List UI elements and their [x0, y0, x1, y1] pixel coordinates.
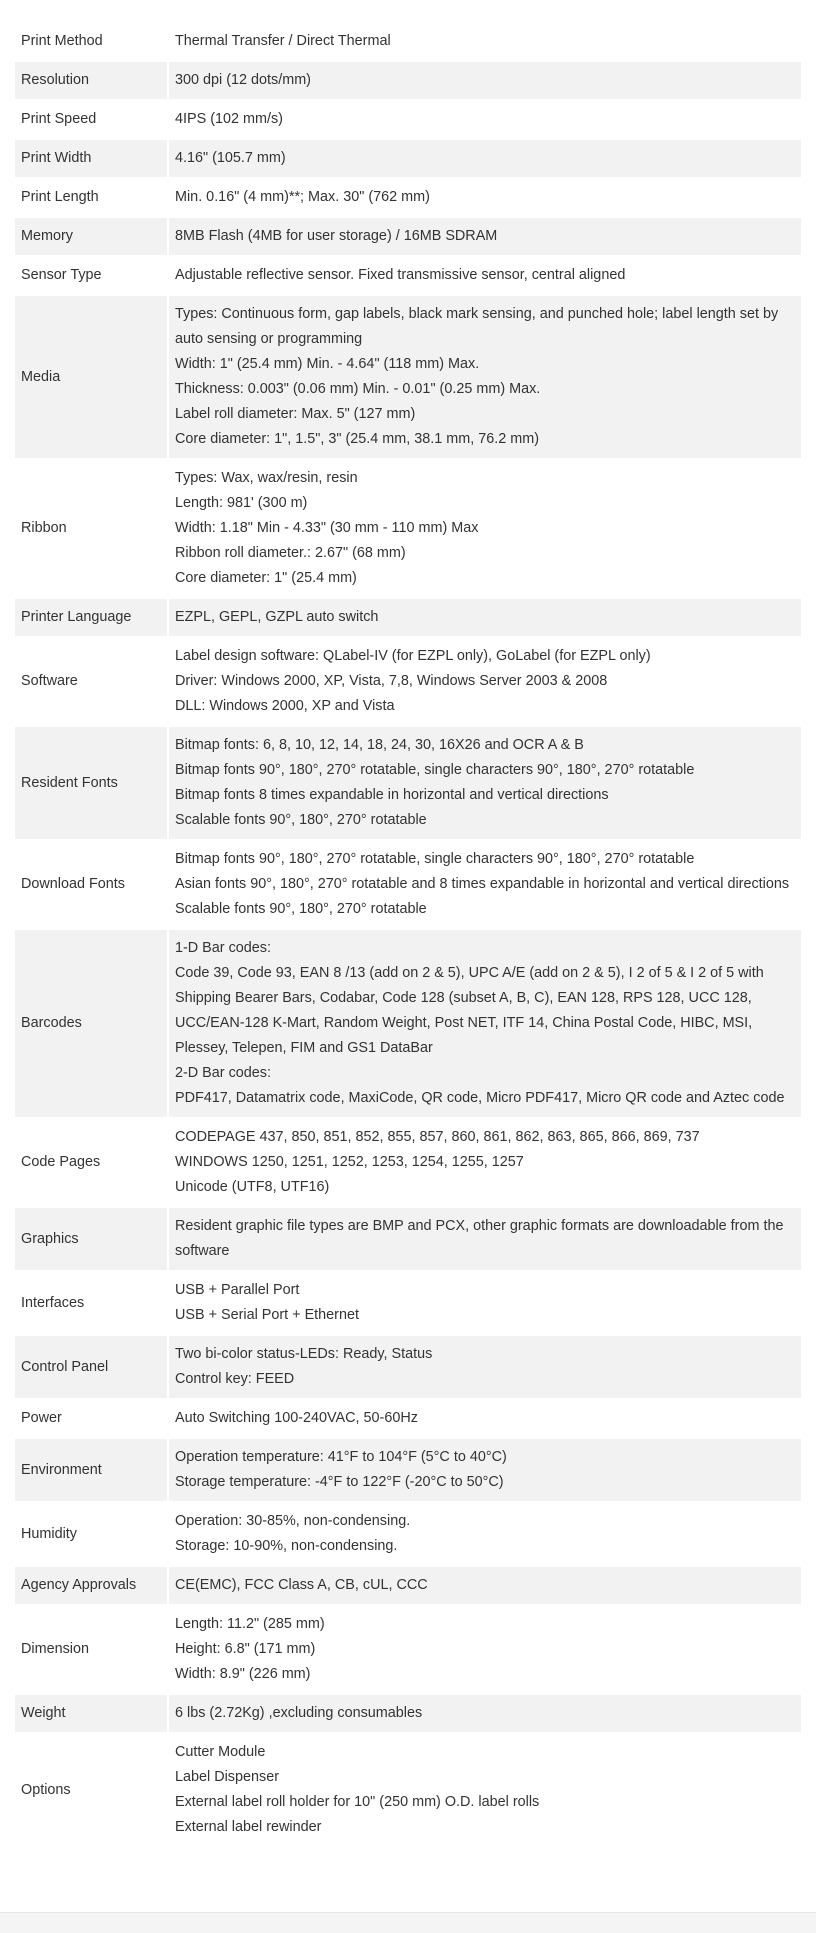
- spec-value: [169, 101, 801, 140]
- spec-value-line: Adjustable reflective sensor. Fixed transmissive sensor, central aligned: [175, 267, 626, 283]
- spec-row: [15, 1503, 801, 1567]
- spec-label: Humidity: [15, 1503, 169, 1567]
- spec-value-line: Width: 8.9" (226 mm): [175, 1666, 311, 1682]
- spec-row: [15, 1695, 801, 1734]
- spec-value-line: 6 lbs (2.72Kg) ,excluding consumables: [175, 1705, 423, 1721]
- spec-row: [15, 1567, 801, 1606]
- spec-label: Graphics: [15, 1208, 169, 1272]
- spec-value-line: Auto Switching 100-240VAC, 50-60Hz: [175, 1410, 418, 1426]
- spec-row: [15, 23, 801, 62]
- spec-value: [169, 460, 801, 599]
- spec-label: Environment: [15, 1439, 169, 1503]
- spec-label: Printer Language: [15, 599, 169, 638]
- spec-value-line: Label roll diameter: Max. 5" (127 mm): [175, 406, 416, 422]
- spec-value-line: Resident graphic file types are BMP and PCX, other graphic formats are downloadable from the software: [175, 1218, 784, 1259]
- spec-value: [169, 1734, 801, 1848]
- spec-value-line: 2-D Bar codes:: [175, 1065, 271, 1081]
- spec-row: [15, 1400, 801, 1439]
- spec-row: [15, 257, 801, 296]
- spec-value-line: Bitmap fonts 90°, 180°, 270° rotatable, single characters 90°, 180°, 270° rotatable: [175, 851, 695, 867]
- spec-label: Print Method: [15, 23, 169, 62]
- spec-value: [169, 1503, 801, 1567]
- spec-value-line: USB + Serial Port + Ethernet: [175, 1307, 359, 1323]
- spec-value-line: Core diameter: 1" (25.4 mm): [175, 570, 357, 586]
- spec-label: Software: [15, 638, 169, 727]
- spec-value-line: Operation: 30-85%, non-condensing.: [175, 1513, 411, 1529]
- spec-label: Weight: [15, 1695, 169, 1734]
- spec-value-line: Thickness: 0.003" (0.06 mm) Min. - 0.01" (0.25 mm) Max.: [175, 381, 541, 397]
- spec-row: [15, 296, 801, 460]
- spec-value: [169, 638, 801, 727]
- spec-value: [169, 62, 801, 101]
- spec-value-line: 1-D Bar codes:: [175, 940, 271, 956]
- spec-row: [15, 1208, 801, 1272]
- spec-row: [15, 841, 801, 930]
- spec-value-line: WINDOWS 1250, 1251, 1252, 1253, 1254, 1255, 1257: [175, 1154, 524, 1170]
- spec-value: [169, 1119, 801, 1208]
- spec-table-body: [15, 23, 801, 1848]
- spec-value-line: Storage: 10-90%, non-condensing.: [175, 1538, 398, 1554]
- spec-value-line: Operation temperature: 41°F to 104°F (5°C to 40°C): [175, 1449, 507, 1465]
- spec-value-line: Label Dispenser: [175, 1769, 279, 1785]
- spec-value-line: Bitmap fonts 90°, 180°, 270° rotatable, single characters 90°, 180°, 270° rotatable: [175, 762, 695, 778]
- spec-value: [169, 930, 801, 1119]
- spec-value-line: 8MB Flash (4MB for user storage) / 16MB SDRAM: [175, 228, 498, 244]
- spec-value-line: Code 39, Code 93, EAN 8 /13 (add on 2 & 5), UPC A/E (add on 2 & 5), I 2 of 5 & I 2 of 5 with Shipping Bearer Bars, Codabar, Code 128 (subset A, B, C), EAN 128, RPS 128, UCC 128, UCC/EAN-128 K-Mart, Random Weight, Post NET, ITF 14, China Postal Code, HIBC, MSI, Plessey, Telepen, FIM and GS1 DataBar: [175, 965, 764, 1056]
- spec-label: Agency Approvals: [15, 1567, 169, 1606]
- spec-label: Code Pages: [15, 1119, 169, 1208]
- spec-row: [15, 1272, 801, 1336]
- spec-label: Memory: [15, 218, 169, 257]
- spec-value-line: 4IPS (102 mm/s): [175, 111, 283, 127]
- spec-value: [169, 1606, 801, 1695]
- spec-row: [15, 1119, 801, 1208]
- footer-bar: [0, 1912, 816, 1933]
- spec-row: [15, 638, 801, 727]
- spec-label: Control Panel: [15, 1336, 169, 1400]
- spec-row: [15, 62, 801, 101]
- spec-value-line: PDF417, Datamatrix code, MaxiCode, QR code, Micro PDF417, Micro QR code and Aztec code: [175, 1090, 785, 1106]
- spec-row: [15, 1606, 801, 1695]
- spec-label: Download Fonts: [15, 841, 169, 930]
- spec-value-line: Control key: FEED: [175, 1371, 295, 1387]
- spec-label: Ribbon: [15, 460, 169, 599]
- spec-value: [169, 296, 801, 460]
- spec-value-line: Width: 1" (25.4 mm) Min. - 4.64" (118 mm) Max.: [175, 356, 480, 372]
- spec-value: [169, 218, 801, 257]
- spec-row: [15, 599, 801, 638]
- spec-label: Print Width: [15, 140, 169, 179]
- spec-value-line: Bitmap fonts: 6, 8, 10, 12, 14, 18, 24, 30, 16X26 and OCR A & B: [175, 737, 584, 753]
- spec-value-line: Thermal Transfer / Direct Thermal: [175, 33, 391, 49]
- spec-value-line: Driver: Windows 2000, XP, Vista, 7,8, Windows Server 2003 & 2008: [175, 673, 608, 689]
- spec-label: Power: [15, 1400, 169, 1439]
- spec-value-line: Storage temperature: -4°F to 122°F (-20°C to 50°C): [175, 1474, 504, 1490]
- spec-row: [15, 140, 801, 179]
- spec-value-line: Unicode (UTF8, UTF16): [175, 1179, 330, 1195]
- spec-value-line: Height: 6.8" (171 mm): [175, 1641, 316, 1657]
- spec-row: [15, 460, 801, 599]
- spec-label: Sensor Type: [15, 257, 169, 296]
- spec-row: [15, 218, 801, 257]
- spec-value-line: Cutter Module: [175, 1744, 266, 1760]
- spec-value: [169, 1272, 801, 1336]
- spec-value-line: Types: Wax, wax/resin, resin: [175, 470, 358, 486]
- spec-label: Interfaces: [15, 1272, 169, 1336]
- spec-value-line: Ribbon roll diameter.: 2.67" (68 mm): [175, 545, 406, 561]
- spec-label: Options: [15, 1734, 169, 1848]
- spec-value: [169, 1400, 801, 1439]
- spec-value: [169, 1567, 801, 1606]
- spec-label: Barcodes: [15, 930, 169, 1119]
- spec-value-line: Asian fonts 90°, 180°, 270° rotatable and 8 times expandable in horizontal and vertical directions: [175, 876, 790, 892]
- spec-value-line: Two bi-color status-LEDs: Ready, Status: [175, 1346, 433, 1362]
- spec-label: Resident Fonts: [15, 727, 169, 841]
- spec-label: Dimension: [15, 1606, 169, 1695]
- spec-value: [169, 1695, 801, 1734]
- spec-value: [169, 1208, 801, 1272]
- spec-value-line: Scalable fonts 90°, 180°, 270° rotatable: [175, 812, 427, 828]
- spec-value: [169, 727, 801, 841]
- spec-value-line: Label design software: QLabel-IV (for EZPL only), GoLabel (for EZPL only): [175, 648, 651, 664]
- spec-row: [15, 1439, 801, 1503]
- spec-row: [15, 727, 801, 841]
- spec-value-line: 4.16" (105.7 mm): [175, 150, 286, 166]
- spec-value-line: DLL: Windows 2000, XP and Vista: [175, 698, 395, 714]
- spec-value-line: Min. 0.16" (4 mm)**; Max. 30" (762 mm): [175, 189, 430, 205]
- spec-value-line: Core diameter: 1", 1.5", 3" (25.4 mm, 38.1 mm, 76.2 mm): [175, 431, 540, 447]
- spec-value: [169, 1336, 801, 1400]
- spec-label: Resolution: [15, 62, 169, 101]
- spec-value: [169, 23, 801, 62]
- spec-value-line: 300 dpi (12 dots/mm): [175, 72, 311, 88]
- spec-value-line: CE(EMC), FCC Class A, CB, cUL, CCC: [175, 1577, 428, 1593]
- spec-value-line: Width: 1.18" Min - 4.33" (30 mm - 110 mm) Max: [175, 520, 479, 536]
- spec-value-line: External label roll holder for 10" (250 mm) O.D. label rolls: [175, 1794, 540, 1810]
- spec-value-line: Length: 11.2" (285 mm): [175, 1616, 325, 1632]
- spec-value: [169, 599, 801, 638]
- spec-table: [15, 23, 801, 1848]
- spec-value: [169, 179, 801, 218]
- spec-value-line: Types: Continuous form, gap labels, black mark sensing, and punched hole; label length set by auto sensing or programming: [175, 306, 779, 347]
- spec-row: [15, 101, 801, 140]
- spec-value-line: Scalable fonts 90°, 180°, 270° rotatable: [175, 901, 427, 917]
- spec-row: [15, 930, 801, 1119]
- spec-row: [15, 179, 801, 218]
- spec-label: Media: [15, 296, 169, 460]
- spec-value: [169, 257, 801, 296]
- spec-value-line: USB + Parallel Port: [175, 1282, 300, 1298]
- spec-value: [169, 841, 801, 930]
- spec-value-line: External label rewinder: [175, 1819, 322, 1835]
- spec-value-line: CODEPAGE 437, 850, 851, 852, 855, 857, 860, 861, 862, 863, 865, 866, 869, 737: [175, 1129, 700, 1145]
- spec-label: Print Speed: [15, 101, 169, 140]
- spec-value-line: Bitmap fonts 8 times expandable in horizontal and vertical directions: [175, 787, 609, 803]
- spec-row: [15, 1336, 801, 1400]
- spec-value: [169, 1439, 801, 1503]
- spec-table-container: [15, 23, 801, 1848]
- spec-value-line: Length: 981' (300 m): [175, 495, 308, 511]
- spec-value: [169, 140, 801, 179]
- spec-label: Print Length: [15, 179, 169, 218]
- spec-value-line: EZPL, GEPL, GZPL auto switch: [175, 609, 379, 625]
- spec-row: [15, 1734, 801, 1848]
